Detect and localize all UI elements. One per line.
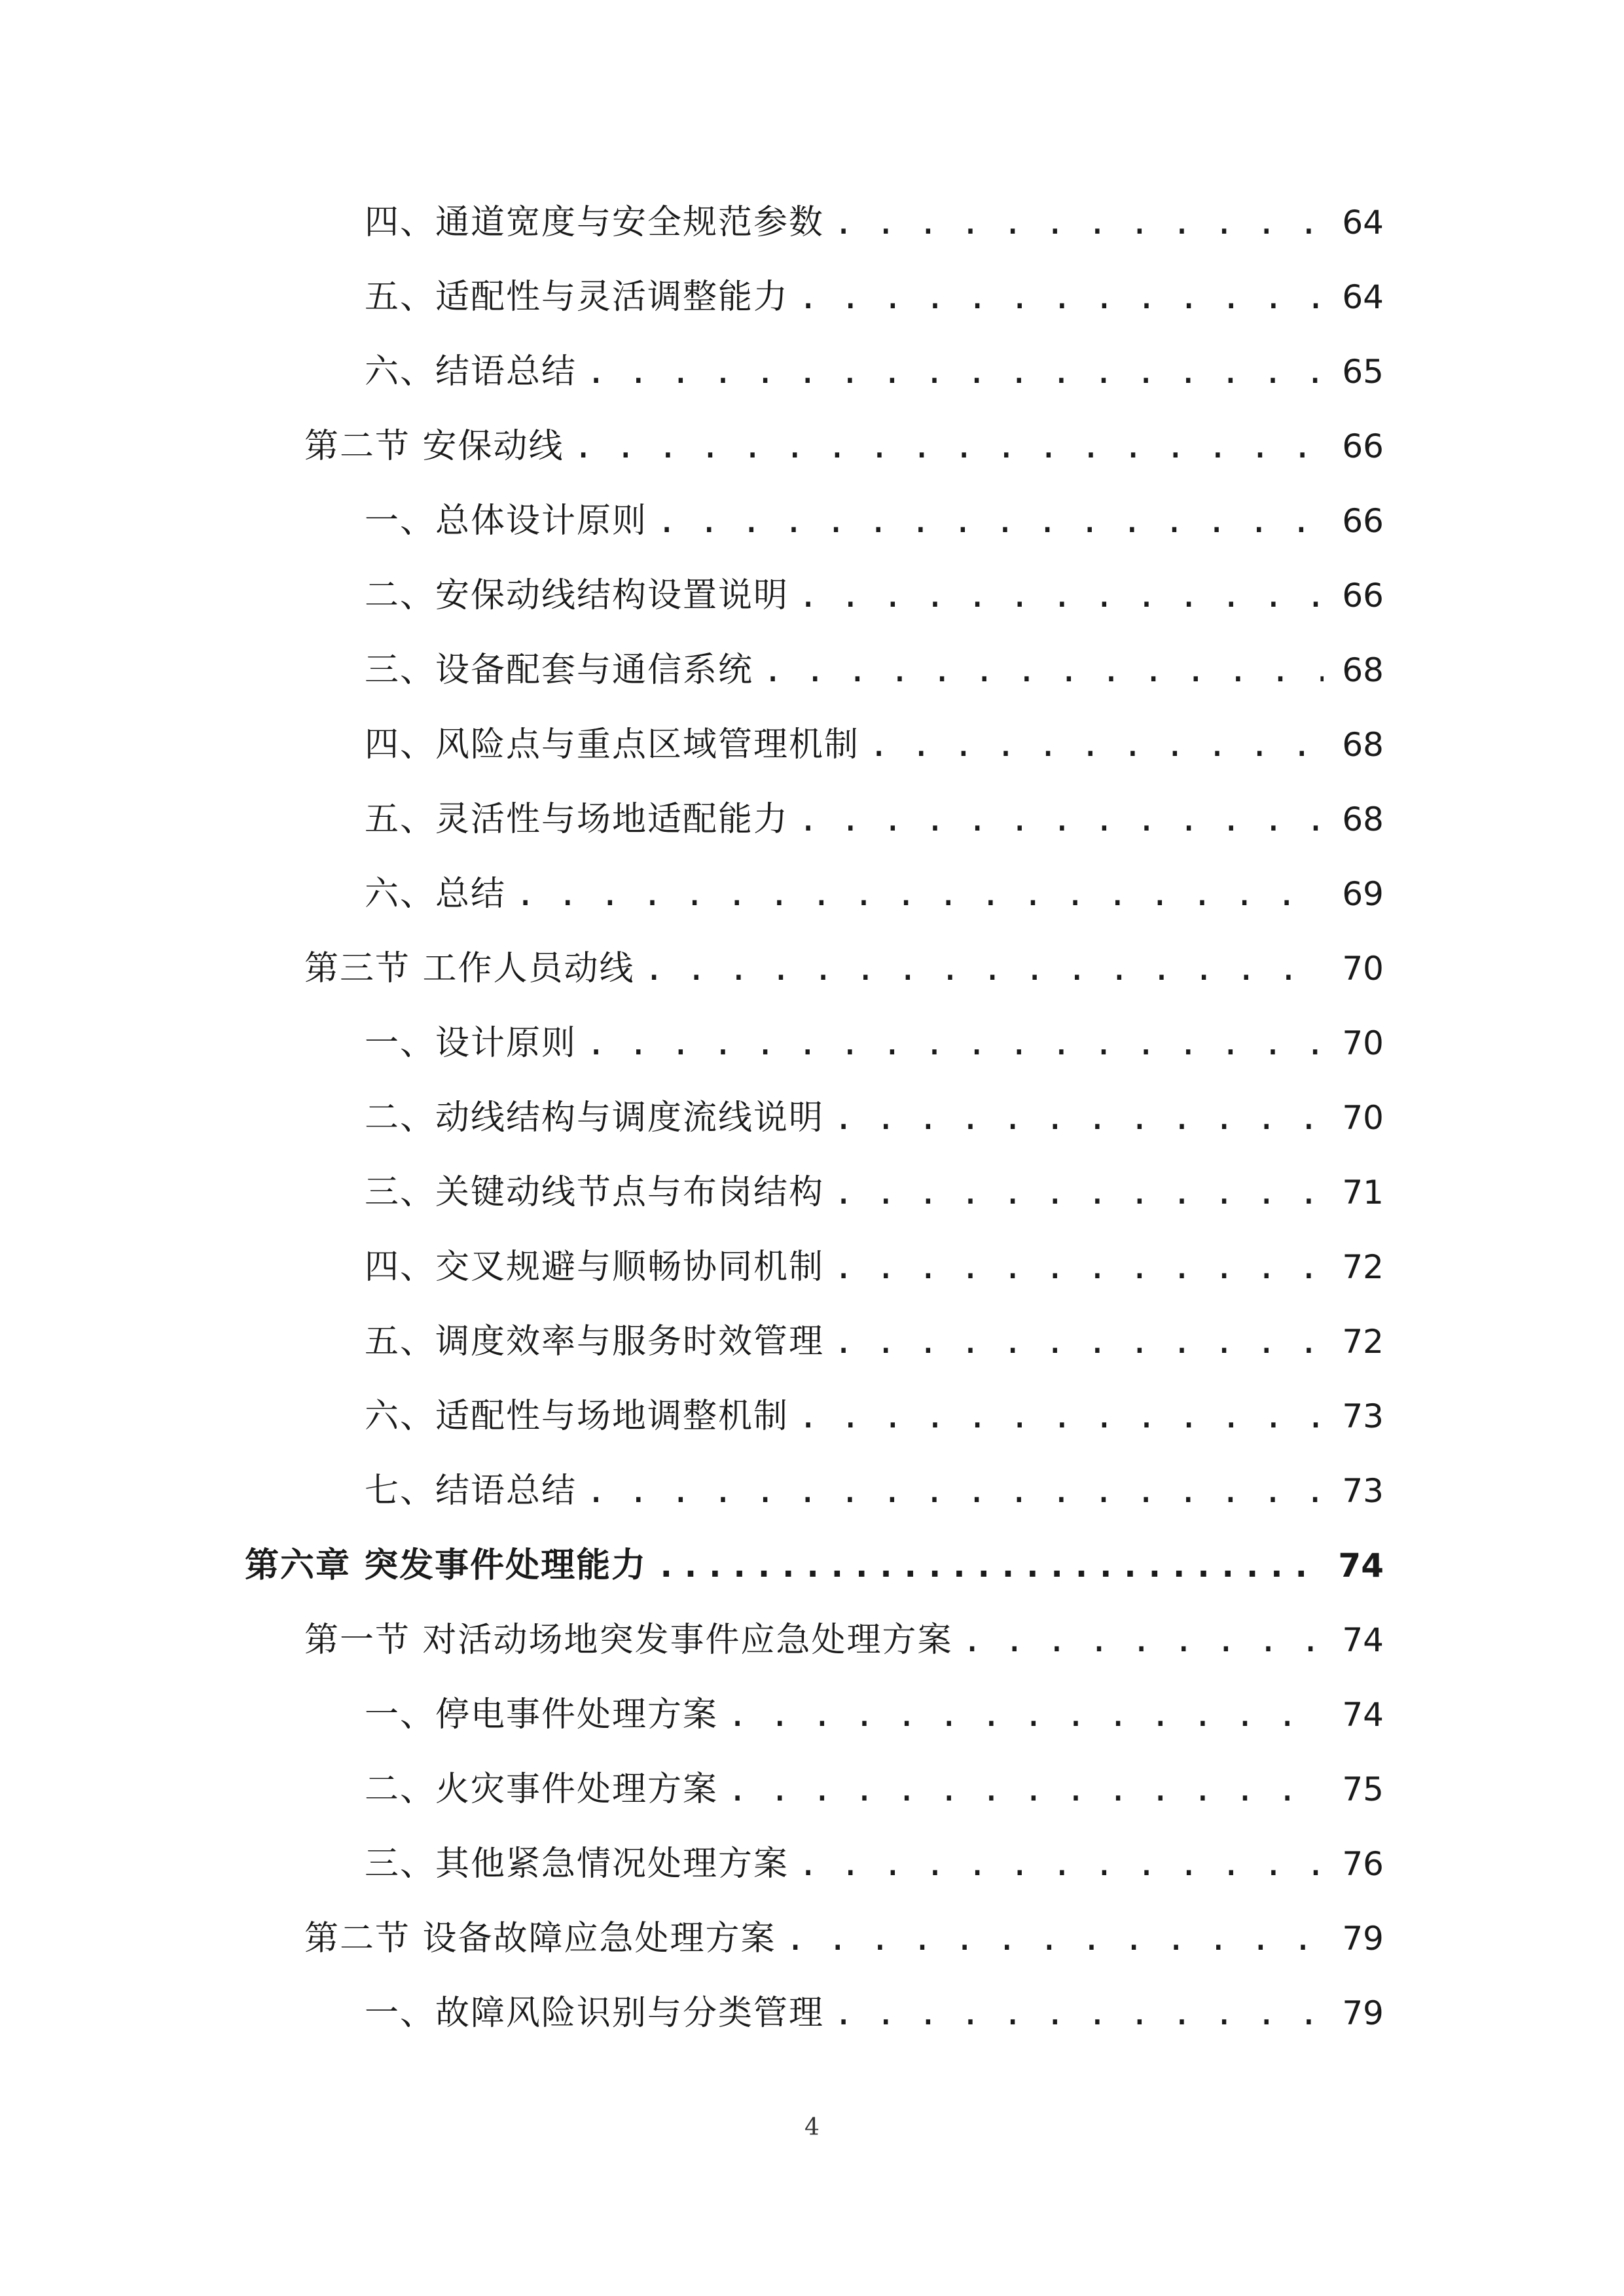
toc-entry-page: 74 [1338,1547,1384,1585]
toc-entry-label: 二、火灾事件处理方案 [365,1770,719,1809]
toc-entry-label: 第二节 设备故障应急处理方案 [304,1919,776,1958]
toc-entry-page: 68 [1342,800,1384,838]
toc-entry-label: 二、动线结构与调度流线说明 [365,1098,825,1138]
toc-entry[interactable] [304,409,1384,484]
toc-entry-page: 75 [1342,1770,1384,1808]
toc-dot-leader [727,1752,1324,1827]
toc-entry-label: 六、结语总结 [365,352,577,391]
toc-entry[interactable] [365,1677,1384,1752]
toc-entry[interactable] [365,782,1384,857]
toc-entry-page: 70 [1342,1024,1384,1062]
toc-entry[interactable] [245,1528,1384,1603]
toc-dot-leader [785,1901,1324,1976]
toc-entry[interactable] [365,708,1384,782]
toc-dot-leader [833,1230,1324,1304]
toc-dot-leader [798,1379,1324,1454]
toc-entry[interactable] [365,558,1384,633]
toc-dot-leader [833,1081,1324,1155]
toc-entry-page: 66 [1342,502,1384,540]
toc-entry-page: 64 [1342,278,1384,316]
toc-entry-page: 64 [1342,204,1384,242]
toc-entry-label: 六、适配性与场地调整机制 [365,1397,789,1436]
toc-entry[interactable] [365,1976,1384,2051]
toc-dot-leader [644,931,1324,1006]
toc-entry-page: 73 [1342,1397,1384,1435]
toc-entry-page: 69 [1342,875,1384,913]
toc-entry-page: 79 [1342,1994,1384,2032]
toc-entry-label: 五、灵活性与场地适配能力 [365,800,789,839]
toc-entry-page: 74 [1342,1621,1384,1659]
toc-entry-page: 72 [1342,1248,1384,1286]
toc-entry[interactable] [304,1603,1384,1677]
toc-dot-leader [869,708,1324,782]
toc-entry-label: 一、总体设计原则 [365,501,648,541]
toc-entry-label: 一、停电事件处理方案 [365,1695,719,1734]
toc-dot-leader [798,260,1324,334]
toc-entry-page: 70 [1342,950,1384,988]
toc-entry[interactable] [365,1155,1384,1230]
toc-entry-label: 第二节 安保动线 [304,427,564,466]
toc-entry[interactable] [365,1006,1384,1081]
toc-dot-leader [798,558,1324,633]
toc-entry[interactable] [365,857,1384,931]
toc-dot-leader [515,857,1324,931]
toc-entry-label: 三、关键动线节点与布岗结构 [365,1173,825,1212]
toc-dot-leader [833,1304,1324,1379]
toc-entry-label: 三、设备配套与通信系统 [365,651,754,690]
toc-entry-label: 四、交叉规避与顺畅协同机制 [365,1247,825,1287]
toc-entry-label: 第一节 对活动场地突发事件应急处理方案 [304,1621,953,1660]
toc-dot-leader [833,1976,1324,2051]
toc-entry-page: 74 [1342,1696,1384,1734]
toc-entry-page: 66 [1342,427,1384,465]
toc-entry[interactable] [365,1230,1384,1304]
toc-dot-leader [586,334,1324,409]
toc-entry-page: 73 [1342,1472,1384,1510]
toc-dot-leader [586,1006,1324,1081]
toc-entry[interactable] [365,1081,1384,1155]
toc-entry-label: 三、其他紧急情况处理方案 [365,1844,789,1884]
toc-entry-page: 72 [1342,1323,1384,1361]
toc-entry-label: 六、总结 [365,874,507,914]
toc-entry-label: 第三节 工作人员动线 [304,949,635,988]
toc-entry[interactable] [365,1304,1384,1379]
toc-entry[interactable] [365,1379,1384,1454]
toc-dot-leader [573,409,1324,484]
toc-entry-page: 68 [1342,651,1384,689]
toc-entry[interactable] [365,1752,1384,1827]
toc-entry-page: 65 [1342,353,1384,391]
toc-dot-leader [798,782,1324,857]
toc-entry-page: 79 [1342,1920,1384,1958]
toc-entry-label: 一、设计原则 [365,1024,577,1063]
toc-entry-label: 四、通道宽度与安全规范参数 [365,203,825,242]
toc-dot-leader [586,1454,1324,1528]
toc-entry-page: 66 [1342,577,1384,615]
toc-entry-page: 68 [1342,726,1384,764]
toc-entry-label: 二、安保动线结构设置说明 [365,576,789,615]
toc-entry-label: 七、结语总结 [365,1471,577,1511]
toc-entry[interactable] [365,1454,1384,1528]
toc-entry-label: 第六章 突发事件处理能力 [245,1545,647,1585]
toc-dot-leader [833,185,1324,260]
page-number: 4 [804,2114,820,2141]
toc-entry-label: 一、故障风险识别与分类管理 [365,1994,825,2033]
toc-entry-page: 76 [1342,1845,1384,1883]
toc-dot-leader [962,1603,1324,1677]
toc-entry-label: 四、风险点与重点区域管理机制 [365,725,860,764]
toc-entry-page: 70 [1342,1099,1384,1137]
toc-dot-leader [798,1827,1324,1901]
toc-entry[interactable] [304,931,1384,1006]
toc-entry[interactable] [365,1827,1384,1901]
toc-dot-leader [763,633,1324,708]
toc-entry[interactable] [304,1901,1384,1976]
toc-dot-leader [657,484,1324,558]
toc-entry[interactable] [365,484,1384,558]
toc-dot-leader [656,1528,1320,1603]
toc-entry[interactable] [365,260,1384,334]
toc-entry[interactable] [365,185,1384,260]
toc-entry-page: 71 [1342,1174,1384,1211]
toc-dot-leader [727,1677,1324,1752]
toc-entry[interactable] [365,633,1384,708]
toc-dot-leader [833,1155,1324,1230]
toc-entry-label: 五、适配性与灵活调整能力 [365,278,789,317]
toc-entry-label: 五、调度效率与服务时效管理 [365,1322,825,1361]
toc-entry[interactable] [365,334,1384,409]
